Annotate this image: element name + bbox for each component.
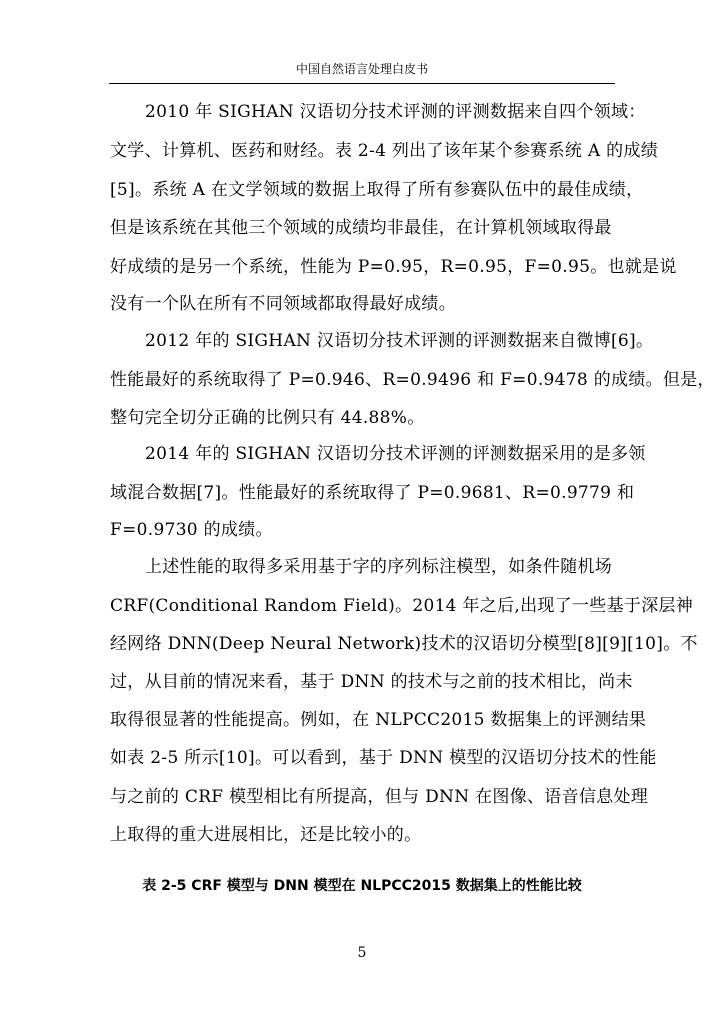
- header-divider: [109, 83, 615, 84]
- paragraph-1-line-6: 没有一个队在所有不同领域都取得最好成绩。: [110, 294, 456, 314]
- table-caption: 表 2-5 CRF 模型与 DNN 模型在 NLPCC2015 数据集上的性能比较: [142, 878, 582, 894]
- paragraph-2-line-2: 性能最好的系统取得了 P=0.946、R=0.9496 和 F=0.9478 的成绩。但是，: [110, 370, 715, 390]
- paragraph-2-line-3: 整句完全切分正确的比例只有 44.88%。: [110, 408, 425, 428]
- paragraph-1-line-3: [5]。系统 A 在文学领域的数据上取得了所有参赛队伍中的最佳成绩，: [110, 180, 644, 200]
- paragraph-1-line-1: 2010 年 SIGHAN 汉语切分技术评测的评测数据来自四个领域：: [145, 102, 646, 122]
- paragraph-3-line-2: 域混合数据[7]。性能最好的系统取得了 P=0.9681、R=0.9779 和: [110, 483, 635, 503]
- paragraph-4-line-5: 取得很显著的性能提高。例如，在 NLPCC2015 数据集上的评测结果: [110, 710, 647, 730]
- paragraph-1-line-2: 文学、计算机、医药和财经。表 2-4 列出了该年某个参赛系统 A 的成绩: [110, 141, 659, 161]
- page-number: 5: [357, 945, 367, 961]
- paragraph-4-line-3: 经网络 DNN(Deep Neural Network)技术的汉语切分模型[8][9][10]。不: [110, 634, 698, 654]
- paragraph-4-line-2: CRF(Conditional Random Field)。2014 年之后,出现了一些基于深层神: [110, 596, 694, 616]
- paragraph-4-line-1: 上述性能的取得多采用基于字的序列标注模型，如条件随机场: [145, 557, 613, 577]
- running-header: 中国自然语言处理白皮书: [295, 62, 428, 76]
- paragraph-1-line-5: 好成绩的是另一个系统，性能为 P=0.95，R=0.95，F=0.95。也就是说: [110, 257, 677, 277]
- paragraph-4-line-7: 与之前的 CRF 模型相比有所提高，但与 DNN 在图像、语音信息处理: [110, 787, 649, 807]
- paragraph-3-line-3: F=0.9730 的成绩。: [110, 520, 273, 540]
- paragraph-4-line-6: 如表 2-5 所示[10]。可以看到，基于 DNN 模型的汉语切分技术的性能: [110, 748, 657, 768]
- paragraph-4-line-4: 过，从目前的情况来看，基于 DNN 的技术与之前的技术相比，尚未: [110, 672, 633, 692]
- paragraph-1-line-4: 但是该系统在其他三个领域的成绩均非最佳，在计算机领域取得最: [110, 218, 612, 238]
- paragraph-3-line-1: 2014 年的 SIGHAN 汉语切分技术评测的评测数据采用的是多领: [145, 444, 646, 464]
- paragraph-2-line-1: 2012 年的 SIGHAN 汉语切分技术评测的评测数据来自微博[6]。: [145, 331, 654, 351]
- paragraph-4-line-8: 上取得的重大进展相比，还是比较小的。: [110, 825, 422, 845]
